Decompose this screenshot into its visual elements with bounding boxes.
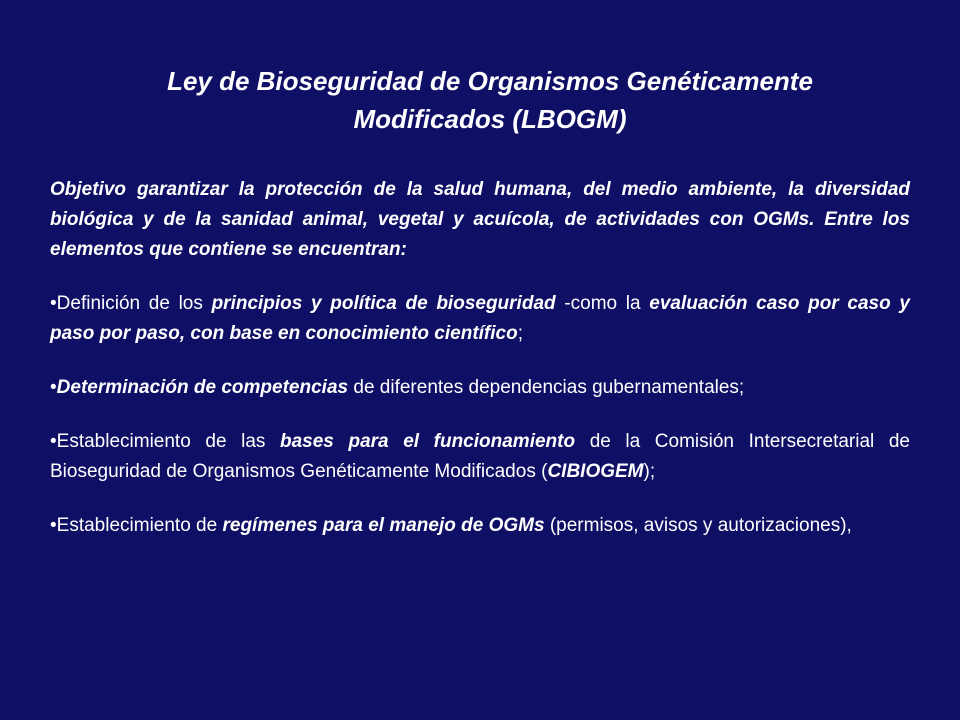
item-text: de diferentes dependencias gubernamentales;: [348, 377, 745, 398]
item-emphasis: CIBIOGEM: [547, 461, 644, 482]
bullet-item-cibiogem: [50, 427, 910, 487]
item-emphasis: regímenes para el manejo de OGMs: [222, 515, 545, 536]
item-emphasis: Determinación de competencias: [56, 377, 349, 398]
item-emphasis: bases para el funcionamiento: [280, 431, 576, 452]
item-emphasis: principios y política de bioseguridad: [211, 293, 556, 314]
title-line-2: Modificados (LBOGM): [353, 104, 627, 134]
bullet-marker: •: [50, 377, 57, 398]
item-text: de la Comisión Intersecretarial de Bioseguridad de Organismos Genéticamente Modificados (: [50, 431, 910, 482]
slide-title: [60, 62, 920, 138]
bullet-item-competencias: [50, 373, 910, 403]
bullet-item-regimenes: [50, 511, 910, 541]
item-text: ;: [517, 323, 523, 344]
item-text: -como la: [555, 293, 650, 314]
bullet-marker: •: [50, 431, 57, 452]
title-line-1: Ley de Bioseguridad de Organismos Genéticamente: [167, 66, 813, 96]
item-emphasis: evaluación caso por caso y paso por paso, con base en conocimiento científico: [50, 293, 910, 344]
bullet-marker: •: [50, 515, 57, 536]
bullet-marker: •: [50, 293, 57, 314]
slide-body: [50, 175, 910, 565]
item-text: Establecimiento de las: [56, 431, 280, 452]
objective-paragraph: Objetivo garantizar la protección de la salud humana, del medio ambiente, la diversidad biológica y de la sanidad animal, vegetal y acuícola, de actividades con OGMs. Entre los elementos que contiene se encuentran:: [50, 179, 910, 260]
item-text: );: [643, 461, 656, 482]
item-text: Definición de los: [56, 293, 212, 314]
item-text: (permisos, avisos y autorizaciones),: [544, 515, 852, 536]
item-text: Establecimiento de: [56, 515, 223, 536]
bullet-item-principios: [50, 289, 910, 349]
